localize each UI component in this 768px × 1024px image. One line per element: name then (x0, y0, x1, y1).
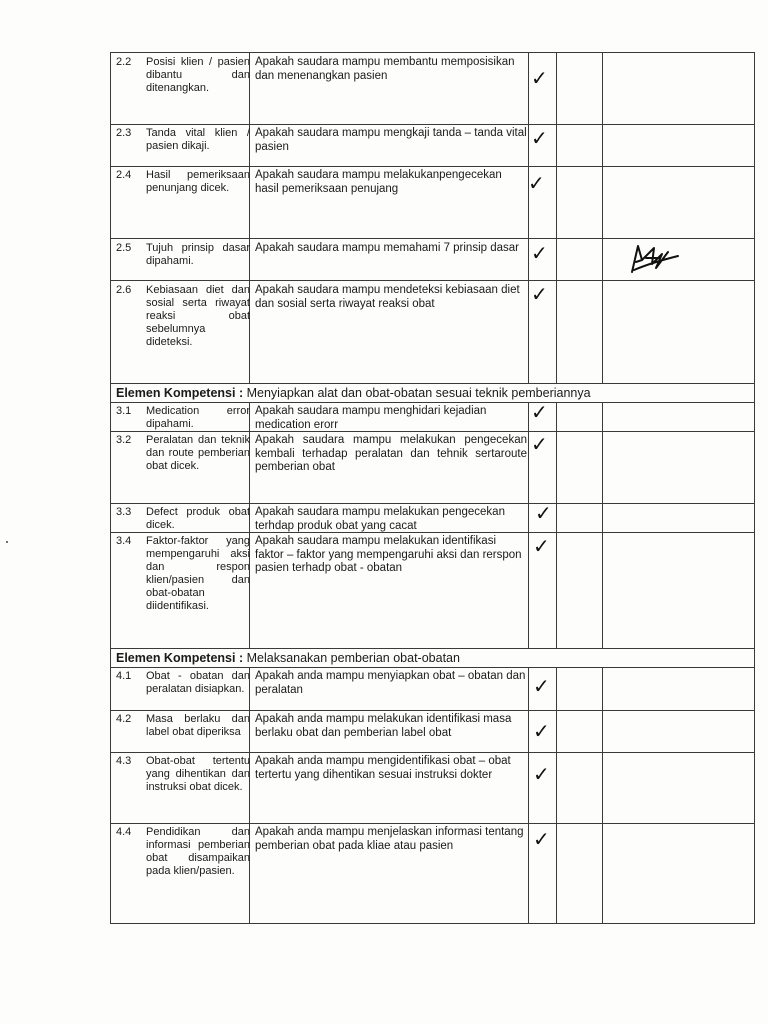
criterion-text: Faktor-faktor yang mempengaruhi aksi dan respon klien/pasien dan obat-obatan diidentifikasi. (146, 535, 250, 612)
row-number: 3.1 (116, 405, 132, 417)
question-text: Apakah saudara mampu melakukan identifikasi faktor – faktor yang mempengaruhi aksi dan rerspon pasien terhadp obat - obatan (255, 535, 522, 574)
checkmark-icon: ✓ (528, 171, 545, 195)
checkmark-icon: ✓ (533, 827, 550, 851)
question-text: Apakah saudara mampu menghidari kejadian medication erorr (255, 405, 487, 431)
checkmark-icon: ✓ (531, 241, 548, 265)
competency-element-header (116, 386, 591, 400)
signature-icon (628, 240, 682, 276)
question-text: Apakah saudara mampu melakukanpengecekan hasil pemeriksaan penujang (255, 169, 502, 195)
question-text: Apakah saudara mampu melakukan pengecekan terhdap produk obat yang cacat (255, 506, 505, 532)
row-number: 4.2 (116, 713, 132, 725)
section-title: Menyiapkan alat dan obat-obatan sesuai teknik pemberiannya (246, 386, 591, 400)
checkmark-icon: ✓ (533, 674, 550, 698)
row-number: 2.4 (116, 169, 132, 181)
row-number: 4.3 (116, 755, 132, 767)
checkmark-icon: ✓ (531, 126, 548, 150)
question-text: Apakah saudara mampu mendeteksi kebiasaan diet dan sosial serta riwayat reaksi obat (255, 284, 520, 310)
scan-speck (6, 541, 8, 543)
row-number: 3.2 (116, 434, 132, 446)
criterion-text: Hasil pemeriksaan penunjang dicek. (146, 169, 250, 194)
section-label: Elemen Kompetensi : (116, 651, 244, 665)
question-text: Apakah anda mampu menyiapkan obat – obatan dan peralatan (255, 670, 526, 696)
row-number: 3.4 (116, 535, 132, 547)
question-text: Apakah saudara mampu mengkaji tanda – tanda vital pasien (255, 127, 527, 153)
row-number: 2.3 (116, 127, 132, 139)
question-text: Apakah saudara mampu membantu memposisikan dan menenangkan pasien (255, 56, 515, 82)
section-title: Melaksanakan pemberian obat-obatan (246, 651, 460, 665)
row-number: 4.1 (116, 670, 132, 682)
question-text: Apakah anda mampu menjelaskan informasi tentang pemberian obat pada kliae atau pasien (255, 826, 524, 852)
competency-element-header (116, 651, 460, 665)
criterion-text: Peralatan dan teknik dan route pemberian obat dicek. (146, 434, 250, 472)
checkmark-icon: ✓ (535, 501, 552, 525)
criterion-text: Medication error dipahami. (146, 405, 250, 430)
criterion-text: Obat - obatan dan peralatan disiapkan. (146, 670, 250, 695)
criterion-text: Obat-obat tertentu yang dihentikan dan instruksi obat dicek. (146, 755, 250, 793)
question-text: Apakah saudara mampu melakukan pengecekan kembali terhadap peralatan dan tehnik sertaroute pemberian obat (255, 434, 527, 473)
checkmark-icon: ✓ (533, 534, 550, 558)
criterion-text: Tanda vital klien / pasien dikaji. (146, 127, 250, 152)
checkmark-icon: ✓ (531, 66, 548, 90)
criterion-text: Posisi klien / pasien dibantu dan ditenangkan. (146, 56, 250, 94)
checkmark-icon: ✓ (533, 762, 550, 786)
row-number: 2.2 (116, 56, 132, 68)
question-text: Apakah anda mampu mengidentifikasi obat – obat tertertu yang dihentikan sesuai instruksi dokter (255, 755, 511, 781)
criterion-text: Masa berlaku dan label obat diperiksa (146, 713, 250, 738)
criterion-text: Defect produk obat dicek. (146, 506, 250, 531)
row-number: 3.3 (116, 506, 132, 518)
checkmark-icon: ✓ (533, 719, 550, 743)
criterion-text: Pendidikan dan informasi pemberian obat disampaikan pada klien/pasien. (146, 826, 250, 877)
criterion-text: Tujuh prinsip dasar dipahami. (146, 242, 250, 267)
checkmark-icon: ✓ (531, 282, 548, 306)
question-text: Apakah saudara mampu memahami 7 prinsip dasar (255, 242, 519, 254)
row-number: 2.5 (116, 242, 132, 254)
row-number: 2.6 (116, 284, 132, 296)
criterion-text: Kebiasaan diet dan sosial serta riwayat reaksi obat sebelumnya dideteksi. (146, 284, 250, 348)
question-text: Apakah anda mampu melakukan identifikasi masa berlaku obat dan pemberian label obat (255, 713, 512, 739)
row-number: 4.4 (116, 826, 132, 838)
checkmark-icon: ✓ (531, 432, 548, 456)
section-label: Elemen Kompetensi : (116, 386, 244, 400)
checkmark-icon: ✓ (531, 400, 548, 424)
